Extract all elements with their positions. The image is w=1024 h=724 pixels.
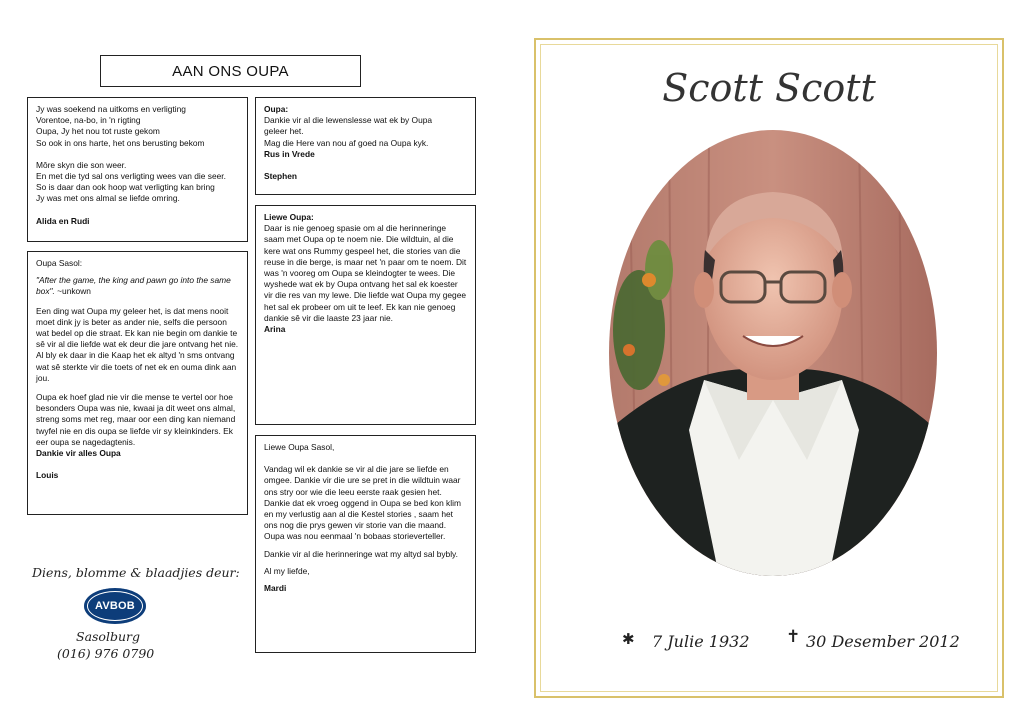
tribute-heading: Liewe Oupa: xyxy=(264,212,314,222)
tribute-heading: Oupa Sasol: xyxy=(36,258,83,268)
tribute-paragraph: Daar is nie genoeg spasie om al die herinneringe saam met Oupa op te noem nie. Die wildtuin, al die kere wat ons Rummy gespeel het, die stories van die reuse in die berge, is maar net 'n paar om te noem. Dit was 'n vooreg om Oupa se kleindogter te wees. Die wyshede wat ek by Oupa ontvang het sal ek koester vir die res van my lewe. Die liefde wat Oupa my gegee het sal ek probeer om uit te leef. Ek kan nie genoeg dankie sê vir die laaste 23 jaar nie. xyxy=(264,223,467,323)
signature: Arina xyxy=(264,324,286,335)
birth-date: 7 Julie 1932 xyxy=(652,632,750,651)
avbob-logo-text: AVBOB xyxy=(95,600,135,612)
avbob-logo xyxy=(84,588,146,624)
deceased-name: Scott Scott xyxy=(662,66,876,110)
tribute-closing: Dankie vir alles Oupa xyxy=(36,448,121,459)
tribute-mardi xyxy=(255,435,476,653)
signature: Alida en Rudi xyxy=(36,215,90,226)
quote-text: "After the game, the king and pawn go into the same box". xyxy=(36,275,231,297)
poem-line: Oupa, Jy het nou tot ruste gekom xyxy=(36,126,160,137)
services-phone: (016) 976 0790 xyxy=(57,646,155,661)
signature: Stephen xyxy=(264,171,298,182)
portrait-illustration xyxy=(609,130,937,576)
tribute-stephen xyxy=(255,97,476,195)
poem-line: Môre skyn die son weer. xyxy=(36,159,127,170)
page-title: AAN ONS OUPA xyxy=(100,55,361,87)
tribute-paragraph: Een ding wat Oupa my geleer het, is dat mens nooit moet dink jy is beter as ander nie, selfs die persoon wat bedel op die straat. Ek kan nie begin om dankie te sê vir al die liefde wat ek deur die jare ontvang het nie. Al bly ek daar in die Kaap het ek altyd 'n sms ontvang wat sê sterkte vir die toets of net ek en ouma dink aan jou. xyxy=(36,305,239,383)
poem-line: Vorentoe, na-bo, in 'n rigting xyxy=(36,115,141,126)
tribute-louis xyxy=(27,251,248,515)
tribute-paragraph: Dankie vir al die herinneringe wat my altyd sal bybly. xyxy=(264,548,458,559)
tribute-paragraph: Vandag wil ek dankie se vir al die jare se liefde en omgee. Dankie vir die ure se pret in die wildtuin waar ons stry oor wie die leeu eerste raak gesien het. Dankie dat ek vroeg oggend in Oupa se bed kon klim en my verlustig aan al die Kestel stories , saam het ons nog die prys gewen vir storie van die maand. Oupa was nou eenmaal 'n bobaas storieverteller. xyxy=(264,464,461,542)
quote xyxy=(36,275,239,297)
tribute-closing: Al my liefde, xyxy=(264,565,310,576)
tribute-heading: Liewe Oupa Sasol, xyxy=(264,442,335,452)
star-icon: ✱ xyxy=(622,630,635,648)
tribute-paragraph: Oupa ek hoef glad nie vir die mense te vertel oor hoe besonders Oupa was nie, kwaai ja dit weet ons almal, streng soms met reg, maar oor een ding kan niemand twyfel nie en dis oupa se liefde vir sy kleinkinders. Ek eer oupa se nagedagtenis. xyxy=(36,392,236,447)
signature: Louis xyxy=(36,470,59,481)
services-town: Sasolburg xyxy=(76,629,140,644)
tribute-line: Rus in Vrede xyxy=(264,148,315,159)
poem-line: En met die tyd sal ons verligting wees van die seer. xyxy=(36,171,226,182)
tribute-heading: Oupa: xyxy=(264,104,289,114)
cross-icon: ✝ xyxy=(786,627,801,647)
poem-line: Jy was soekend na uitkoms en verligting xyxy=(36,104,186,114)
poem-line: So is daar dan ook hoop wat verligting kan bring xyxy=(36,182,215,193)
tribute-line: Mag die Here van nou af goed na Oupa kyk. xyxy=(264,137,429,148)
poem-line: Jy was met ons almal se liefde omring. xyxy=(36,193,180,204)
death-date: 30 Desember 2012 xyxy=(806,632,960,651)
signature: Mardi xyxy=(264,583,287,594)
tribute-line: Dankie vir al die lewenslesse wat ek by Oupa xyxy=(264,115,433,126)
tribute-alida-rudi xyxy=(27,97,248,242)
portrait-photo xyxy=(609,130,937,576)
tribute-arina xyxy=(255,205,476,425)
poem-line: So ook in ons harte, het ons berusting bekom xyxy=(36,137,205,148)
quote-source: ~unkown xyxy=(54,286,91,297)
tribute-line: geleer het. xyxy=(264,126,304,137)
services-label: Diens, blomme & blaadjies deur: xyxy=(32,565,240,580)
